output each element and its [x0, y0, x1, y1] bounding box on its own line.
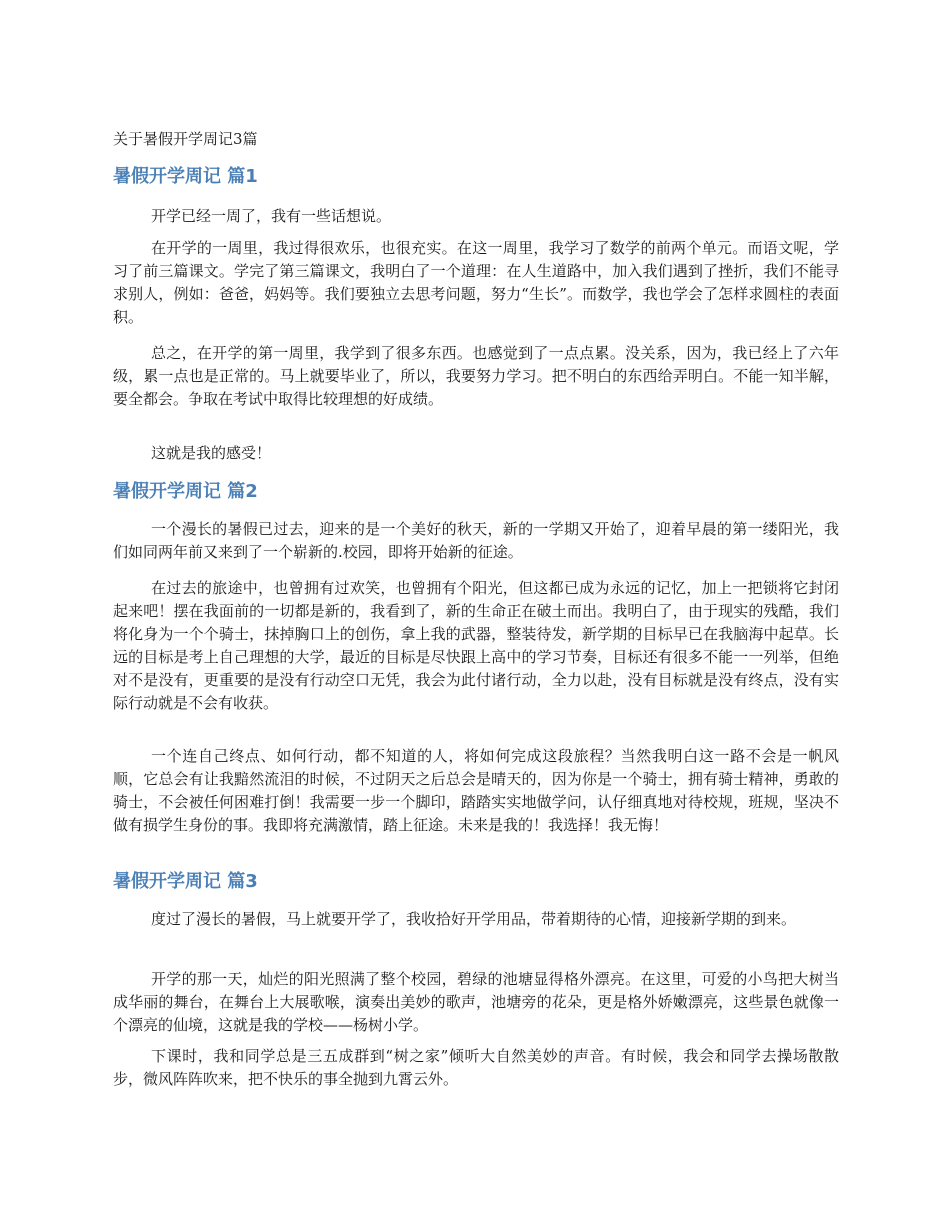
paragraph: 开学的那一天，灿烂的阳光照满了整个校园，碧绿的池塘显得格外漂亮。在这里，可爱的小鸟把大树当成华丽的舞台，在舞台上大展歌喉，演奏出美妙的歌声，池塘旁的花朵，更是格外娇嫩漂亮，这些景色就像一个漂亮的仙境，这就是我的学校——杨树小学。 — [113, 970, 839, 1034]
paragraph: 在开学的一周里，我过得很欢乐，也很充实。在这一周里，我学习了数学的前两个单元。而语文呢，学习了前三篇课文。学完了第三篇课文，我明白了一个道理：在人生道路中，加入我们遇到了挫折，我们不能寻求别人，例如：爸爸，妈妈等。我们要独立去思考问题，努力“生长”。而数学，我也学会了怎样求圆柱的表面积。 — [113, 239, 839, 326]
paragraph: 开学已经一周了，我有一些话想说。 — [151, 207, 392, 225]
paragraph: 这就是我的感受！ — [151, 444, 272, 462]
paragraph: 在过去的旅途中，也曾拥有过欢笑，也曾拥有个阳光，但这都已成为永远的记忆，加上一把锁将它封闭起来吧！摆在我面前的一切都是新的，我看到了，新的生命正在破土而出。我明白了，由于现实的残酷，我们将化身为一个个骑士，抹掉胸口上的创伤，拿上我的武器，整装待发，新学期的目标早已在我脑海中起草。长远的目标是考上自己理想的大学，最近的目标是尽快跟上高中的学习节奏，目标还有很多不能一一列举，但绝对不是没有，更重要的是没有行动空口无凭，我会为此付诸行动，全力以赴，没有目标就是没有终点，没有实际行动就是不会有收获。 — [113, 579, 839, 712]
paragraph: 总之，在开学的第一周里，我学到了很多东西。也感觉到了一点点累。没关系，因为，我已经上了六年级，累一点也是正常的。马上就要毕业了，所以，我要努力学习。把不明白的东西给弄明白。不能一知半解，要全都会。争取在考试中取得比较理想的好成绩。 — [113, 344, 839, 408]
document-title: 关于暑假开学周记3篇 — [113, 130, 258, 148]
paragraph: 一个漫长的暑假已过去，迎来的是一个美好的秋天，新的一学期又开始了，迎着早晨的第一缕阳光，我们如同两年前又来到了一个崭新的.校园，即将开始新的征途。 — [113, 520, 839, 561]
paragraph: 度过了漫长的暑假，马上就要开学了，我收拾好开学用品，带着期待的心情，迎接新学期的到来。 — [151, 910, 797, 928]
paragraph: 一个连自己终点、如何行动，都不知道的人，将如何完成这段旅程？当然我明白这一路不会是一帆风顺，它总会有让我黯然流泪的时候，不过阴天之后总会是晴天的，因为你是一个骑士，拥有骑士精神，勇敢的骑士，不会被任何困难打倒！我需要一步一个脚印，踏踏实实地做学问，认仔细真地对待校规，班规，坚决不做有损学生身份的事。我即将充满激情，踏上征途。未来是我的！我选择！我无悔！ — [113, 747, 839, 834]
paragraph: 下课时，我和同学总是三五成群到“树之家”倾听大自然美妙的声音。有时候，我会和同学去操场散散步，微风阵阵吹来，把不快乐的事全抛到九霄云外。 — [113, 1047, 839, 1088]
section-heading-3: 暑假开学周记 篇3 — [113, 871, 258, 892]
section-heading-1: 暑假开学周记 篇1 — [113, 166, 258, 187]
section-heading-2: 暑假开学周记 篇2 — [113, 481, 258, 502]
